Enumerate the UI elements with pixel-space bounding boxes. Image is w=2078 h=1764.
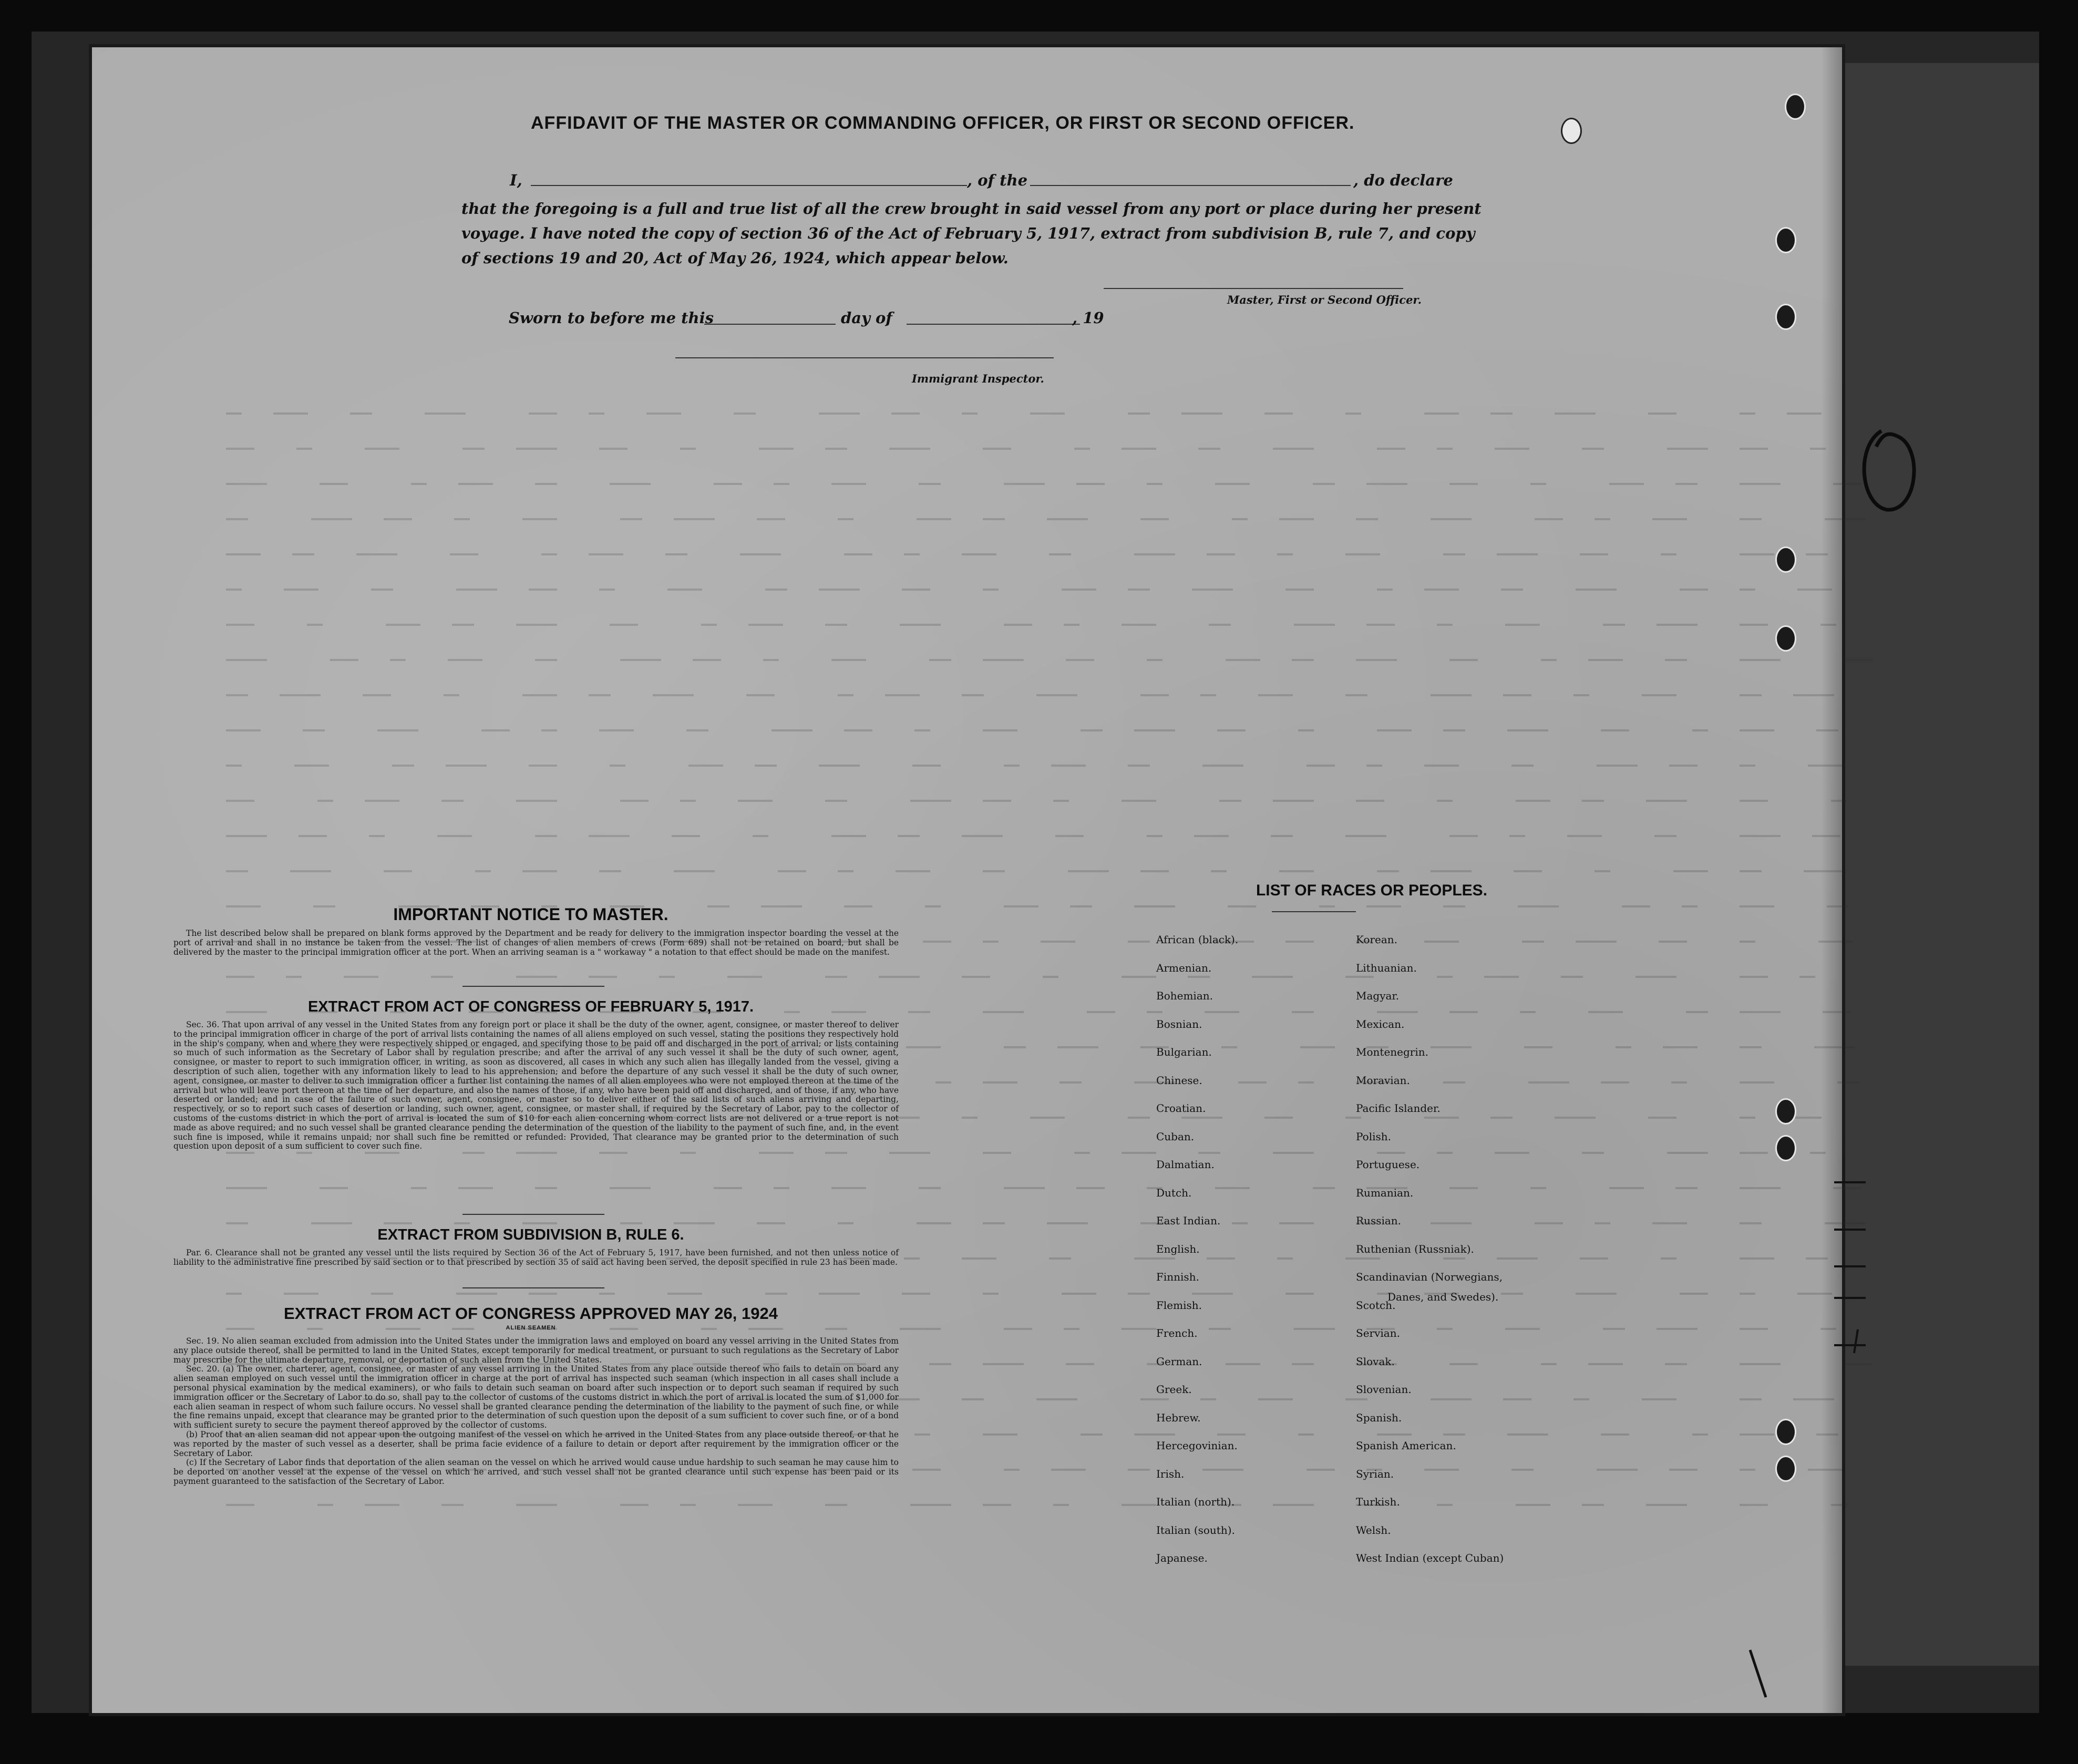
races-left-column (1156, 933, 1238, 1580)
sworn-day-of: day of (841, 309, 892, 327)
race-item: Dutch. (1156, 1186, 1192, 1199)
punch-hole (1775, 1098, 1796, 1125)
punch-hole (1561, 118, 1582, 144)
race-item: Welsh. (1356, 1523, 1391, 1536)
race-item: Italian (north). (1156, 1495, 1235, 1508)
race-item: Flemish. (1156, 1298, 1202, 1312)
races-right-column (1356, 933, 1504, 1580)
punch-hole (1785, 94, 1806, 120)
race-item: Hercegovinian. (1156, 1439, 1238, 1452)
race-item: Slovak. (1356, 1355, 1395, 1368)
races-title: LIST OF RACES OR PEOPLES. (1256, 882, 1488, 899)
name-blank[interactable] (531, 185, 967, 186)
race-item: Croatian. (1156, 1102, 1206, 1115)
race-item: Dalmatian. (1156, 1158, 1215, 1171)
extract-1924-title: EXTRACT FROM ACT OF CONGRESS APPROVED MAY 26, 1924 (284, 1304, 778, 1323)
handwritten-zero-mark (1850, 415, 1934, 520)
bleed-through-row (226, 721, 1698, 734)
race-item: Korean. (1356, 933, 1398, 946)
race-item: Slovenian. (1356, 1383, 1412, 1396)
race-item: West Indian (except Cuban) (1356, 1552, 1504, 1564)
race-item: Spanish American. (1356, 1439, 1456, 1452)
extract-rule6-body: Par. 6. Clearance shall not be granted any vessel until the lists required by Section 36 of the Act of February 5, 1917, have been furnished, and not then unless notice of liability to the administrative fine prescribed by said section or to that prescribed by section 35 of said act having been served, the deposit specified in rule 23 has been made. (173, 1248, 899, 1267)
bleed-through-row (226, 440, 1698, 452)
race-item: Russian. (1356, 1214, 1402, 1227)
race-item: Bulgarian. (1156, 1046, 1212, 1058)
race-item: Italian (south). (1156, 1523, 1235, 1536)
affidavit-of-the: , of the (967, 171, 1028, 189)
bleed-through-row (226, 827, 1698, 840)
race-item: Montenegrin. (1356, 1046, 1428, 1058)
affidavit-title: AFFIDAVIT OF THE MASTER OR COMMANDING OFFICER, OR FIRST OR SECOND OFFICER. (531, 113, 1355, 133)
punch-hole (1775, 227, 1796, 253)
bleed-through-row (226, 581, 1698, 593)
race-item: Magyar. (1356, 989, 1400, 1002)
affidavit-line-2: that the foregoing is a full and true list of all the crew brought in said vessel from any port or place during her present (461, 200, 1482, 218)
race-item: English. (1156, 1242, 1200, 1255)
race-item: Armenian. (1156, 961, 1212, 974)
race-item: Moravian. (1356, 1074, 1410, 1087)
race-item: Scandinavian (Norwegians, (1356, 1271, 1503, 1283)
affidavit-line-3: voyage. I have noted the copy of section 36 of the Act of February 5, 1917, extract from subdivision B, rule 7, and copy (461, 224, 1475, 242)
race-item: East Indian. (1156, 1214, 1221, 1227)
race-item: Spanish. (1356, 1411, 1402, 1424)
sworn-day-blank[interactable] (704, 324, 836, 325)
race-item: Ruthenian (Russniak). (1356, 1242, 1474, 1255)
bleed-through-row (226, 616, 1698, 628)
punch-hole (1775, 1135, 1796, 1161)
bleed-through-row (226, 651, 1698, 664)
affidavit-declare: , do declare (1353, 171, 1453, 189)
race-item: Syrian. (1356, 1467, 1394, 1480)
race-item: Bohemian. (1156, 989, 1213, 1002)
punch-hole (1775, 1419, 1796, 1445)
race-item: Finnish. (1156, 1271, 1199, 1283)
race-item: Turkish. (1356, 1495, 1400, 1508)
affidavit-line-4: of sections 19 and 20, Act of May 26, 1924, which appear below. (461, 249, 1009, 267)
bleed-through-row (226, 510, 1698, 523)
extract-rule6-title: EXTRACT FROM SUBDIVISION B, RULE 6. (377, 1226, 684, 1243)
race-item: French. (1156, 1327, 1198, 1339)
bleed-through-row (226, 545, 1698, 558)
sworn-year: , 19 (1072, 309, 1104, 327)
bleed-through-row (226, 792, 1698, 804)
punch-hole (1775, 304, 1796, 330)
bleed-through-row (226, 757, 1698, 769)
punch-hole (1775, 546, 1796, 573)
race-item: Rumanian. (1356, 1186, 1414, 1199)
vessel-blank[interactable] (1030, 185, 1351, 186)
bleed-through-row (226, 686, 1698, 699)
master-signature-line[interactable] (1104, 288, 1403, 289)
handwritten-tally-marks (1829, 1172, 1871, 1361)
race-item: African (black). (1156, 933, 1239, 946)
master-caption: Master, First or Second Officer. (1227, 293, 1422, 306)
background-sheet-right (1808, 63, 2039, 1666)
notice-body: The list described below shall be prepared on blank forms approved by the Department and be ready for delivery to the immigration inspector boarding the vessel at the port of arrival and shall in no instance be taken from the vessel. The list of changes of alien members of crews (Form 689) shall not be retained on board, but shall be delivered by the master to the principal immigration officer at the port. When an arriving seaman is a " workaway " a notation to that effect should be made on the manifest. (173, 929, 899, 957)
inspector-caption: Immigrant Inspector. (912, 372, 1044, 385)
race-item: Polish. (1356, 1130, 1391, 1143)
race-item: Bosnian. (1156, 1017, 1202, 1030)
bleed-through-row (226, 405, 1698, 417)
sworn-text: Sworn to before me this (509, 309, 714, 327)
extract-1924-body: Sec. 19. No alien seaman excluded from admission into the United States under the immigration laws and employed on board any vessel arriving in the United States from any place outside thereof, shall be permitted to land in the United States, except temporarily for medical treatment, or pursuant to such regulations as the Secretary of Labor may prescribe for the ultimate departure, removal, or deportation of such alien from the United States. Sec. 20. (a) The owner, charterer, agent, consignee, or master of any vessel arriving in the United States from any place outside thereof who fails to detain on board any alien seaman employed on such vessel until the immigration officer in charge at the port of arrival has inspected such seaman (which inspection in all cases shall include a personal physical examination by the medical examiners), or who fails to detain such seaman on board after such inspection or to deport such seaman if required by such immigration officer or the Secretary of Labor to do so, shall pay to the collector of customs of the customs district in which the port of arrival is located the sum of $1,000 for each alien seaman in respect of whom such failure occurs. No vessel shall be granted clearance pending the determination of the liability to the payment of such fine, or while the fine remains unpaid, except that clearance may be granted prior to the determination of such question upon the deposit of a sum sufficient to cover such fine, or of a bond with sufficient surety to secure the payment thereof approved by the collector of customs. (b) Proof that an alien seaman did not appear upon the outgoing manifest of the vessel on which he arrived in the United States from any place outside thereof, or that he was reported by the master of such vessel as a deserter, shall be prima facie evidence of a failure to detain or deport after requirement by the immigration officer or the Secretary of Labor. (c) If the Secretary of Labor finds that deportation of the alien seaman on the vessel on which he arrived would cause undue hardship to such seaman he may cause him to be deported on another vessel at the expense of the vessel on which he arrived, and such vessel shall not be granted clearance until such expense has been paid or its payment guaranteed to the satisfaction of the Secretary of Labor. (173, 1336, 899, 1486)
race-item: German. (1156, 1355, 1202, 1368)
affidavit-line-1: I, (510, 171, 522, 189)
extract-1917-body: Sec. 36. That upon arrival of any vessel in the United States from any foreign port or place it shall be the duty of the owner, agent, consignee, or master thereof to deliver to the principal immigration officer in charge of the port of arrival lists containing the names of all aliens employed on such vessel, stating the positions they respectively hold in the ship's company, when and where they were respectively shipped or engaged, and specifying those to be paid off and discharged in the port of arrival; or lists containing so much of such information as the Secretary of Labor shall by regulation prescribe; and after the arrival of any such vessel it shall be the duty of such owner, agent, consignee, or master to report to such immigration officer, in writing, as soon as discovered, all cases in which any such alien has illegally landed from the vessel, giving a description of such alien, together with any information likely to lead to his apprehension; and before the departure of any such vessel it shall be the duty of such owner, agent, consignee, or master to deliver to such immigration officer a further list containing the names of all alien employees who were not employed thereon at the time of the arrival but who will leave port thereon at the time of her departure, and also the names of those, if any, who have been paid off and discharged, and of those, if any, who have deserted or landed; and in case of the failure of such owner, agent, consignee, or master so to deliver either of the said lists of such aliens arriving and departing, respectively, or so to report such cases of desertion or landing, such owner, agent, consignee, or master shall, if required by the Secretary of Labor, pay to the collector of customs of the customs district in which the port of arrival is located the sum of $10 for each alien concerning whom correct lists are not delivered or a true report is not made as above required; and no such vessel shall be granted clearance pending the determination of the question of the liability to the payment of such fine, and, in the event such fine is imposed, while it remains unpaid; nor shall such fine be remitted or refunded: Provided, That clearance may be granted prior to the determination of such question upon deposit of a sum sufficient to cover such fine. (173, 1020, 899, 1151)
race-item: Mexican. (1356, 1017, 1405, 1030)
punch-hole (1775, 625, 1796, 652)
race-item: Scotch. (1356, 1298, 1396, 1312)
extract-1917-title: EXTRACT FROM ACT OF CONGRESS OF FEBRUARY 5, 1917. (307, 998, 754, 1015)
bleed-through-row (226, 475, 1698, 488)
race-item: Pacific Islander. (1356, 1102, 1441, 1115)
race-item: Servian. (1356, 1327, 1400, 1339)
sworn-month-blank[interactable] (907, 324, 1080, 325)
bleed-through-row (226, 862, 1698, 875)
scandinavian-continuation: Danes, and Swedes). (1387, 1291, 1499, 1303)
punch-hole (1775, 1456, 1796, 1482)
race-item: Hebrew. (1156, 1411, 1201, 1424)
extract-1924-subtitle: ALIEN SEAMEN (506, 1325, 556, 1331)
race-item: Portuguese. (1356, 1158, 1420, 1171)
notice-title: IMPORTANT NOTICE TO MASTER. (393, 905, 668, 924)
race-item: Japanese. (1156, 1552, 1208, 1564)
handwritten-stroke (1745, 1645, 1776, 1708)
race-item: Greek. (1156, 1383, 1192, 1396)
race-item: Irish. (1156, 1467, 1185, 1480)
race-item: Chinese. (1156, 1074, 1202, 1087)
race-item: Lithuanian. (1356, 961, 1417, 974)
inspector-signature-line[interactable] (675, 357, 1054, 358)
race-item: Cuban. (1156, 1130, 1195, 1143)
